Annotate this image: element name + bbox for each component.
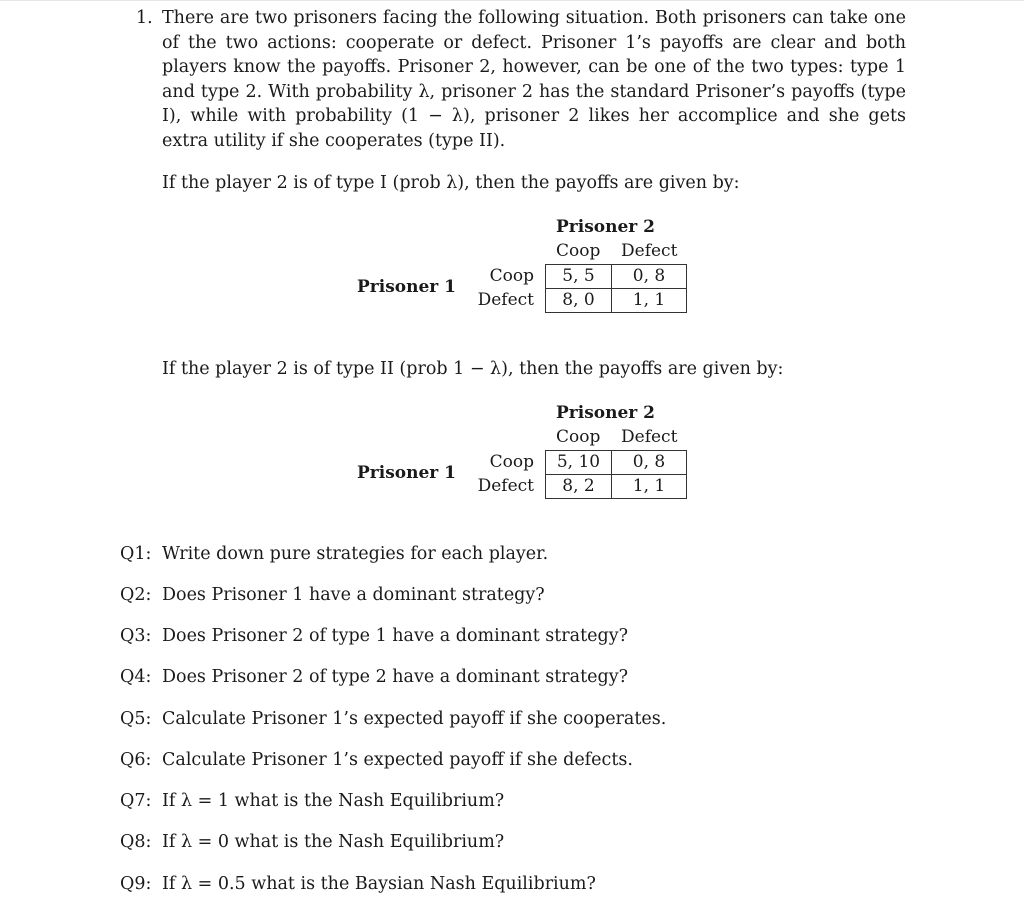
payoff-matrix-type2	[0, 402, 1024, 512]
question-text: Calculate Prisoner 1’s expected payoff if she defects.	[162, 750, 633, 770]
row-player-label: Prisoner 1	[357, 277, 456, 297]
column-action-defect: Defect	[621, 241, 678, 261]
payoff-cell-defect-coop: 8, 0	[545, 288, 612, 313]
problem-text: There are two prisoners facing the following situation. Both prisoners can take one of the two actions: cooperate or defect. Prisoner 1’s payoffs are clear and both players know the payoffs. Prisoner 2, however, can be one of the two types: type 1 and type 2. With probability λ, prisoner 2 has the standard Prisoner’s payoffs (type I), while with probability (1 − λ), prisoner 2 likes her accomplice and she gets extra utility if she cooperates (type II).	[162, 8, 906, 151]
question-text: If λ = 0 what is the Nash Equilibrium?	[162, 832, 505, 852]
type2-intro: If the player 2 is of type II (prob 1 − λ), then the payoffs are given by:	[162, 359, 784, 379]
payoff-cell-coop-defect: 0, 8	[611, 264, 687, 289]
problem-number: 1.	[136, 8, 153, 28]
question-item	[120, 583, 545, 607]
question-text: Does Prisoner 2 of type 1 have a dominant strategy?	[162, 626, 628, 646]
payoff-matrix-type1	[0, 216, 1024, 326]
question-text: Does Prisoner 1 have a dominant strategy?	[162, 585, 545, 605]
column-player-label: Prisoner 2	[556, 403, 655, 423]
payoff-cell-coop-coop: 5, 5	[545, 264, 612, 289]
question-text: Does Prisoner 2 of type 2 have a dominant strategy?	[162, 667, 628, 687]
question-text: Write down pure strategies for each player.	[162, 544, 549, 564]
question-label: Q2:	[120, 585, 152, 605]
question-label: Q1:	[120, 544, 152, 564]
question-item	[120, 707, 666, 731]
question-text: If λ = 0.5 what is the Baysian Nash Equilibrium?	[162, 874, 596, 894]
question-item	[120, 748, 633, 772]
question-text: Calculate Prisoner 1’s expected payoff if she cooperates.	[162, 709, 667, 729]
question-label: Q3:	[120, 626, 152, 646]
page-top-border	[0, 0, 1024, 1]
question-text: If λ = 1 what is the Nash Equilibrium?	[162, 791, 505, 811]
question-item	[120, 665, 628, 689]
column-action-coop: Coop	[556, 427, 601, 447]
payoff-cell-defect-defect: 1, 1	[611, 474, 687, 499]
payoff-cell-coop-defect: 0, 8	[611, 450, 687, 475]
question-label: Q7:	[120, 791, 152, 811]
question-label: Q8:	[120, 832, 152, 852]
question-label: Q9:	[120, 874, 152, 894]
question-item	[120, 830, 504, 854]
row-action-defect: Defect	[477, 290, 534, 310]
row-player-label: Prisoner 1	[357, 463, 456, 483]
column-action-coop: Coop	[556, 241, 601, 261]
question-item	[120, 872, 596, 896]
column-player-label: Prisoner 2	[556, 217, 655, 237]
payoff-cell-defect-defect: 1, 1	[611, 288, 687, 313]
question-item	[120, 789, 504, 813]
row-action-coop: Coop	[489, 266, 534, 286]
question-item	[120, 624, 628, 648]
question-label: Q6:	[120, 750, 152, 770]
row-action-coop: Coop	[489, 452, 534, 472]
question-item	[120, 542, 548, 566]
payoff-cell-defect-coop: 8, 2	[545, 474, 612, 499]
payoff-cell-coop-coop: 5, 10	[545, 450, 612, 475]
question-label: Q4:	[120, 667, 152, 687]
column-action-defect: Defect	[621, 427, 678, 447]
row-action-defect: Defect	[477, 476, 534, 496]
question-label: Q5:	[120, 709, 152, 729]
type1-intro: If the player 2 is of type I (prob λ), then the payoffs are given by:	[162, 173, 740, 193]
